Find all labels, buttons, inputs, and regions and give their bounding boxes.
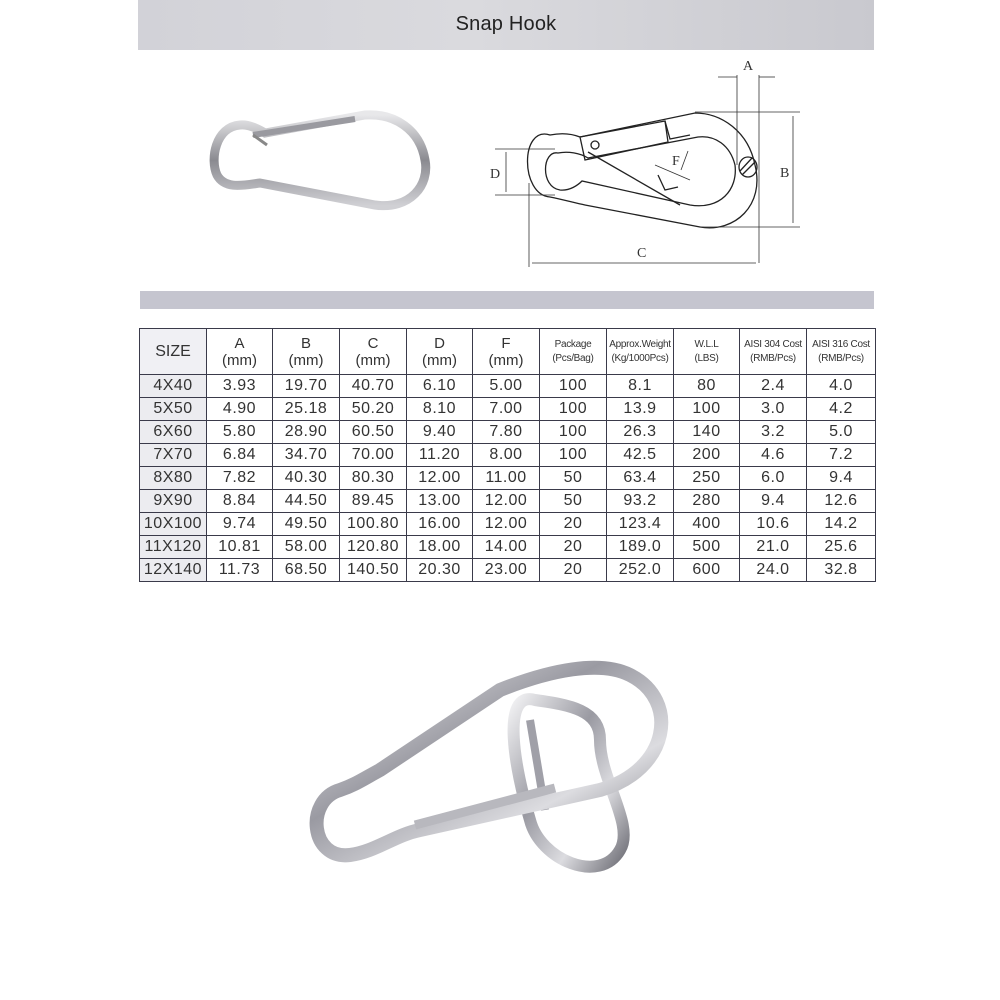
cell-a: 4.90 [207,398,273,421]
cell-size: 5X50 [140,398,207,421]
cell-f: 14.00 [473,536,540,559]
cell-f: 7.00 [473,398,540,421]
table-row [140,490,876,513]
cell-d: 18.00 [407,536,473,559]
snap-hook-photo-bottom [300,660,680,910]
cell-wll: 140 [674,421,740,444]
header-size: SIZE [140,329,207,375]
header-banner [138,0,874,50]
cell-aisi316: 32.8 [807,559,876,582]
header-package: Package (Pcs/Bag) [540,329,607,375]
cell-d: 13.00 [407,490,473,513]
cell-aisi316: 9.4 [807,467,876,490]
cell-aisi304: 3.0 [740,398,807,421]
cell-wll: 200 [674,444,740,467]
header-d: D (mm) [407,329,473,375]
cell-d: 16.00 [407,513,473,536]
cell-b: 28.90 [273,421,340,444]
cell-d: 12.00 [407,467,473,490]
cell-size: 7X70 [140,444,207,467]
cell-aisi316: 4.2 [807,398,876,421]
cell-a: 11.73 [207,559,273,582]
cell-a: 10.81 [207,536,273,559]
cell-aisi304: 3.2 [740,421,807,444]
cell-size: 12X140 [140,559,207,582]
cell-aisi316: 14.2 [807,513,876,536]
cell-wll: 250 [674,467,740,490]
header-weight: Approx.Weight (Kg/1000Pcs) [607,329,674,375]
cell-a: 6.84 [207,444,273,467]
cell-aisi316: 12.6 [807,490,876,513]
cell-size: 11X120 [140,536,207,559]
cell-weight: 63.4 [607,467,674,490]
cell-aisi304: 4.6 [740,444,807,467]
cell-aisi316: 5.0 [807,421,876,444]
header-wll: W.L.L (LBS) [674,329,740,375]
cell-b: 19.70 [273,375,340,398]
table-row [140,398,876,421]
cell-f: 12.00 [473,513,540,536]
cell-weight: 123.4 [607,513,674,536]
table-row [140,536,876,559]
cell-f: 12.00 [473,490,540,513]
page-title: Snap Hook [455,13,557,35]
cell-package: 20 [540,513,607,536]
cell-d: 11.20 [407,444,473,467]
cell-b: 58.00 [273,536,340,559]
cell-c: 60.50 [340,421,407,444]
cell-d: 6.10 [407,375,473,398]
cell-aisi316: 25.6 [807,536,876,559]
cell-wll: 500 [674,536,740,559]
cell-wll: 280 [674,490,740,513]
cell-package: 50 [540,490,607,513]
cell-a: 5.80 [207,421,273,444]
table-row [140,444,876,467]
cell-weight: 26.3 [607,421,674,444]
cell-package: 100 [540,421,607,444]
cell-weight: 93.2 [607,490,674,513]
snap-hook-photo-top [205,105,435,215]
cell-b: 25.18 [273,398,340,421]
table-row [140,513,876,536]
cell-aisi304: 24.0 [740,559,807,582]
cell-weight: 189.0 [607,536,674,559]
header-c: C (mm) [340,329,407,375]
cell-f: 23.00 [473,559,540,582]
cell-weight: 42.5 [607,444,674,467]
cell-wll: 600 [674,559,740,582]
cell-d: 8.10 [407,398,473,421]
cell-package: 100 [540,398,607,421]
cell-aisi304: 21.0 [740,536,807,559]
cell-aisi316: 4.0 [807,375,876,398]
table-row [140,467,876,490]
cell-b: 49.50 [273,513,340,536]
cell-a: 3.93 [207,375,273,398]
cell-weight: 8.1 [607,375,674,398]
cell-size: 8X80 [140,467,207,490]
cell-aisi304: 2.4 [740,375,807,398]
cell-d: 20.30 [407,559,473,582]
cell-a: 9.74 [207,513,273,536]
cell-c: 100.80 [340,513,407,536]
dim-label-d: D [490,167,501,182]
header-aisi316-cost: AISI 316 Cost (RMB/Pcs) [807,329,876,375]
cell-b: 34.70 [273,444,340,467]
cell-a: 8.84 [207,490,273,513]
cell-package: 20 [540,559,607,582]
cell-package: 100 [540,444,607,467]
dim-label-a: A [743,59,754,74]
header-a: A (mm) [207,329,273,375]
dim-label-c: C [637,246,647,261]
cell-wll: 100 [674,398,740,421]
cell-package: 50 [540,467,607,490]
cell-wll: 400 [674,513,740,536]
dim-label-f: F [672,154,680,169]
cell-b: 44.50 [273,490,340,513]
header-b: B (mm) [273,329,340,375]
cell-f: 5.00 [473,375,540,398]
cell-size: 6X60 [140,421,207,444]
cell-aisi304: 6.0 [740,467,807,490]
table-row [140,375,876,398]
dim-label-b: B [780,166,790,181]
cell-aisi304: 9.4 [740,490,807,513]
cell-f: 7.80 [473,421,540,444]
cell-c: 80.30 [340,467,407,490]
cell-c: 120.80 [340,536,407,559]
header-aisi304-cost: AISI 304 Cost (RMB/Pcs) [740,329,807,375]
cell-weight: 252.0 [607,559,674,582]
table-header-row [140,329,876,375]
cell-b: 68.50 [273,559,340,582]
spec-table [139,328,876,582]
cell-c: 70.00 [340,444,407,467]
cell-wll: 80 [674,375,740,398]
cell-aisi304: 10.6 [740,513,807,536]
cell-size: 4X40 [140,375,207,398]
table-row [140,421,876,444]
cell-b: 40.30 [273,467,340,490]
dimension-diagram [480,55,810,275]
cell-f: 8.00 [473,444,540,467]
cell-package: 100 [540,375,607,398]
cell-c: 140.50 [340,559,407,582]
cell-c: 40.70 [340,375,407,398]
cell-f: 11.00 [473,467,540,490]
cell-size: 9X90 [140,490,207,513]
cell-d: 9.40 [407,421,473,444]
cell-aisi316: 7.2 [807,444,876,467]
cell-size: 10X100 [140,513,207,536]
cell-c: 89.45 [340,490,407,513]
cell-weight: 13.9 [607,398,674,421]
header-f: F (mm) [473,329,540,375]
section-divider [140,291,874,309]
cell-package: 20 [540,536,607,559]
cell-c: 50.20 [340,398,407,421]
table-row [140,559,876,582]
cell-a: 7.82 [207,467,273,490]
